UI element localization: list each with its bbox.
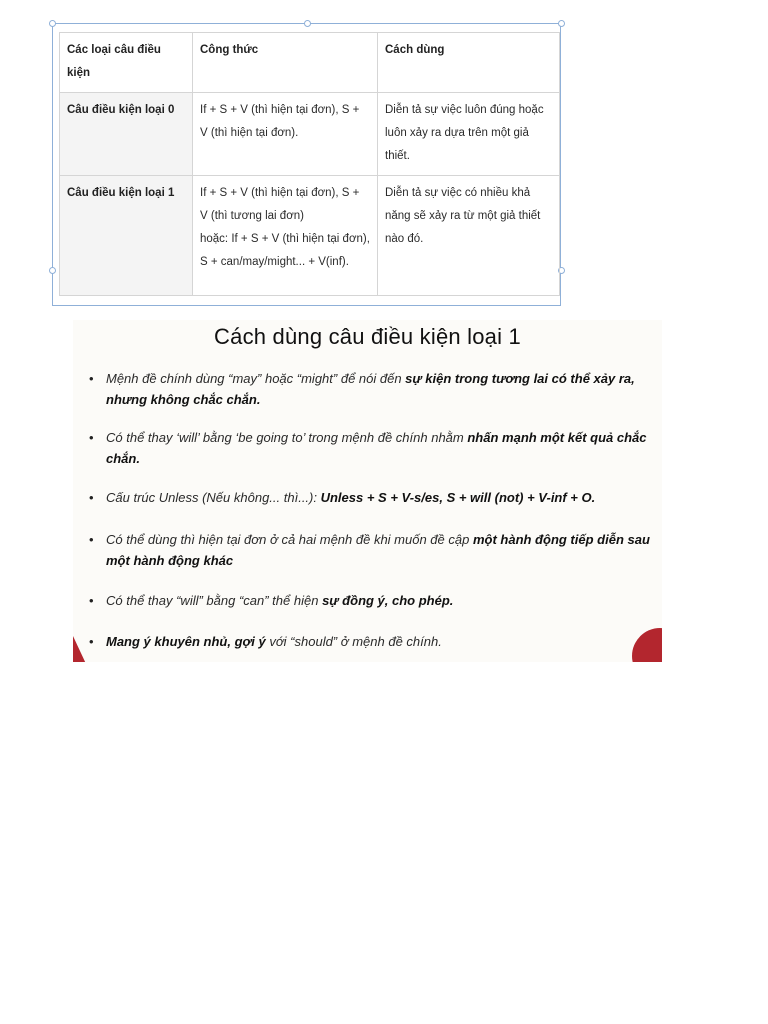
table-cell-usage: Diễn tả sự việc luôn đúng hoặc luôn xảy ra dựa trên một giả thiết. xyxy=(378,93,560,176)
bullet-text: Có thể thay ‘will’ bằng ‘be going to’ trong mệnh đề chính nhằm xyxy=(106,430,468,445)
table-cell-formula: If + S + V (thì hiện tại đơn), S + V (thì hiện tại đơn). xyxy=(193,93,378,176)
bullet-emphasis: Mang ý khuyên nhủ, gợi ý xyxy=(106,634,266,649)
table-cell-usage: Diễn tả sự việc có nhiều khả năng sẽ xảy ra từ một giả thiết nào đó. xyxy=(378,176,560,296)
bullet-text: Có thể dùng thì hiện tại đơn ở cả hai mệnh đề khi muốn đề cập xyxy=(106,532,473,547)
slide-title: Cách dùng câu điều kiện loại 1 xyxy=(214,324,521,349)
bullet-text: Mệnh đề chính dùng “may” hoặc “might” để nói đến xyxy=(106,371,406,386)
bullet-emphasis: một hành động tiếp diễn sau một hành động khác xyxy=(106,532,650,568)
list-item xyxy=(85,368,657,410)
table-header-cell: Các loại câu điều kiện xyxy=(60,33,193,93)
formula-line: hoặc: If + S + V (thì hiện tại đơn), S + can/may/might... + V(inf). xyxy=(200,233,370,268)
bullet-emphasis: nhấn mạnh một kết quả chắc chắn. xyxy=(106,430,647,466)
table-header-row xyxy=(60,33,560,93)
resize-handle-mid-left[interactable] xyxy=(49,267,56,274)
bullet-text: Có thể thay “will” bằng “can” thể hiện xyxy=(106,593,323,608)
table-row xyxy=(60,93,560,176)
resize-handle-top-right[interactable] xyxy=(558,20,565,27)
bullet-text: Cấu trúc Unless (Nếu không... thì...): xyxy=(106,490,321,505)
resize-handle-top-left[interactable] xyxy=(49,20,56,27)
list-item xyxy=(85,529,657,571)
table-cell-formula xyxy=(193,176,378,296)
list-item xyxy=(85,487,657,508)
table-row xyxy=(60,176,560,296)
usage-slide-image xyxy=(73,320,662,662)
bullet-emphasis: Unless + S + V-s/es, S + will (not) + V-inf + O. xyxy=(320,490,596,505)
bullet-list xyxy=(85,368,657,652)
resize-handle-top-center[interactable] xyxy=(304,20,311,27)
bullet-emphasis: sự đồng ý, cho phép. xyxy=(322,593,454,608)
table-header-cell: Công thức xyxy=(193,33,378,93)
table-cell-type: Câu điều kiện loại 1 xyxy=(60,176,193,296)
formula-line: If + S + V (thì hiện tại đơn), S + V (thì tương lai đơn) xyxy=(200,187,360,222)
bullet-emphasis: sự kiện trong tương lai có thể xảy ra, nhưng không chắc chắn. xyxy=(106,371,635,407)
list-item xyxy=(85,590,657,611)
list-item xyxy=(85,631,657,652)
conditional-types-table xyxy=(59,32,560,296)
list-item xyxy=(85,427,657,469)
table-cell-type: Câu điều kiện loại 0 xyxy=(60,93,193,176)
bullet-text: với “should” ở mệnh đề chính. xyxy=(265,634,442,649)
table-header-cell: Cách dùng xyxy=(378,33,560,93)
